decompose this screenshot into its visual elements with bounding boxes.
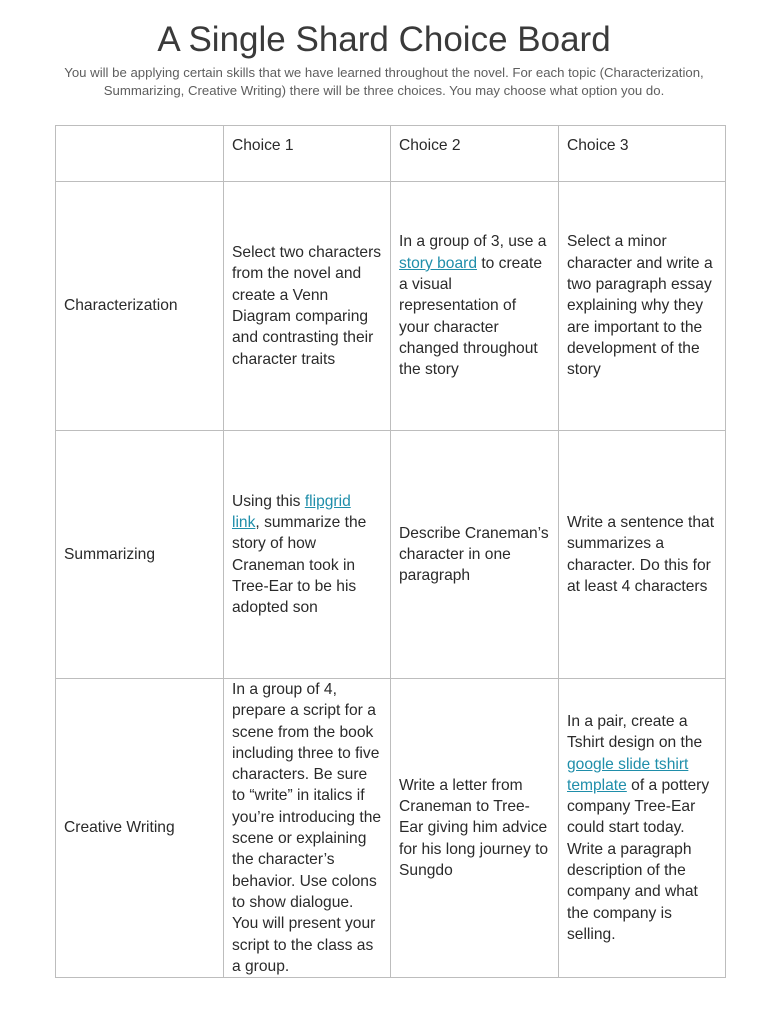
summarizing-choice-3: Write a sentence that summarizes a character. Do this for at least 4 characters [559,431,726,679]
header-choice-2: Choice 2 [391,126,559,182]
creative-writing-choice-3 [559,679,726,978]
table-row-creative-writing [56,679,726,978]
intro-text: You will be applying certain skills that we have learned throughout the novel. For each topic (Characterization, Summarizing, Creative Writing) there will be three choices. You may choose what option you do. [64,65,704,98]
choice-text-after: to create a visual representation of your character changed throughout the story [399,254,543,379]
creative-writing-choice-1: In a group of 4, prepare a script for a scene from the book including three to five characters. Be sure to “write” in italics if you’re introducing the scene or explaining the character’s behavior. Use colons to show dialogue. You will present your script to the class as a group. [224,679,391,978]
summarizing-choice-1 [224,431,391,679]
choice-text-before: Using this [232,492,305,510]
choice-text-after: , summarize the story of how Craneman took in Tree-Ear to be his adopted son [232,513,367,617]
choice-text-before: In a group of 3, use a [399,233,547,251]
header-cell-empty [56,126,224,182]
page-title: A Single Shard Choice Board [157,20,611,59]
table-row-characterization [56,182,726,431]
summarizing-choice-2: Describe Craneman’s character in one paragraph [391,431,559,679]
table-header-row [56,126,726,182]
google-slide-tshirt-template-link[interactable]: google slide tshirt template [567,755,689,794]
characterization-choice-1: Select two characters from the novel and create a Venn Diagram comparing and contrasting their character traits [224,182,391,431]
header-choice-3: Choice 3 [559,126,726,182]
characterization-choice-2 [391,182,559,431]
choice-text-after: of a pottery company Tree-Ear could start today. Write a paragraph description of the company and what the company is selling. [567,776,710,943]
topic-characterization: Characterization [56,182,224,431]
choice-text-before: In a pair, create a Tshirt design on the [567,712,703,752]
characterization-choice-3: Select a minor character and write a two paragraph essay explaining why they are important to the development of the story [559,182,726,431]
topic-summarizing: Summarizing [56,431,224,679]
choice-board-table [55,125,726,978]
header-choice-1: Choice 1 [224,126,391,182]
topic-creative-writing: Creative Writing [56,679,224,978]
flipgrid-link[interactable]: flipgrid link [232,492,351,531]
story-board-link[interactable]: story board [399,254,478,272]
creative-writing-choice-2: Write a letter from Craneman to Tree-Ear giving him advice for his long journey to Sungdo [391,679,559,978]
table-row-summarizing [56,431,726,679]
